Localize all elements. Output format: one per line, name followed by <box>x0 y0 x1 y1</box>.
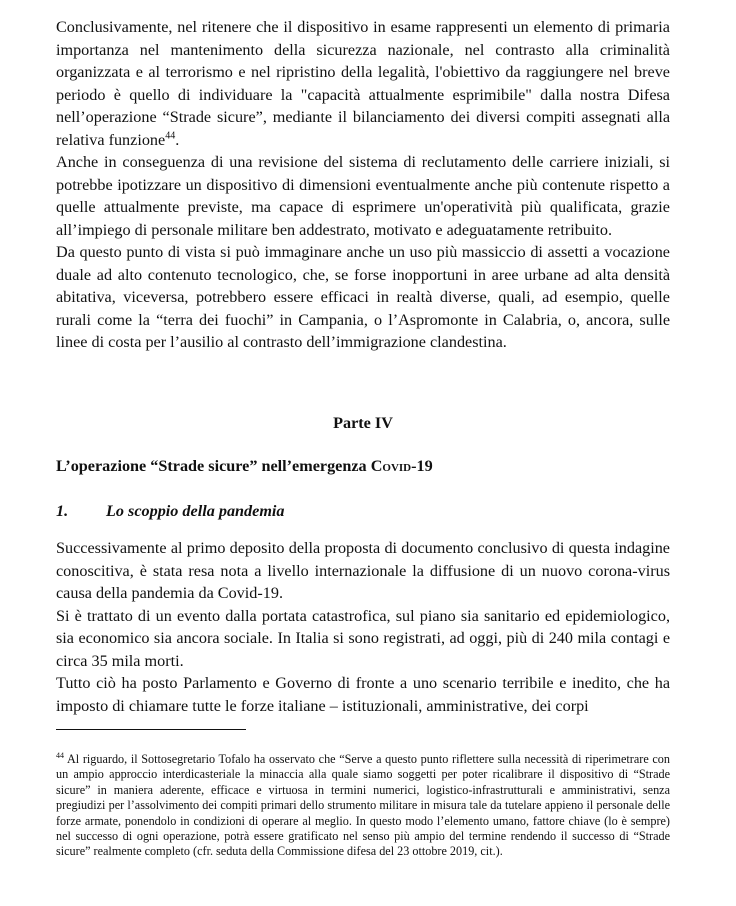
body-text-top <box>56 16 670 354</box>
footnote-mark: 44 <box>56 750 64 760</box>
subsection-number: 1. <box>56 502 69 520</box>
paragraph-dual-assets: Da questo punto di vista si può immaginare anche un uso più massiccio di assetti a vocazione duale ad alto contenuto tecnologico, che, se forse inopportuni in aree urbane ad alta densità abitativa, viceversa, potrebbero essere efficaci in realtà diverse, quali, ad esempio, quelle rurali come la “terra dei fuochi” in Campania, o l’Aspromonte in Calabria, o, ancora, sulle linee di costa per l’ausilio al contrasto dell’immigrazione clandestina. <box>56 243 670 351</box>
footnote-reference[interactable]: 44 <box>165 130 176 142</box>
footnote <box>56 752 670 860</box>
subsection-heading <box>56 502 285 521</box>
paragraph-pandemic-news: Successivamente al primo deposito della proposta di documento conclusivo di questa indagine conoscitiva, è stata resa nota a livello internazionale la diffusione di un nuovo corona-virus causa della pandemia da Covid-19. <box>56 539 670 602</box>
footnote-text: Al riguardo, il Sottosegretario Tofalo ha osservato che “Serve a questo punto riflettere sulla necessità di riperimetrare con un ampio approccio interdicasteriale la minaccia alla quale siamo soggetti per poter ricalibrare il dispositivo di “Strade sicure” in maniera aderente, efficace e virtuosa in termini numerici, logistico-infrastrutturali e amministrativi, senza pregiudizi per l’assolvimento dei compiti primari dello strumento militare in misura tale da tutelare appieno il personale delle forze armate, ponendolo in condizioni di operare al meglio. In questo modo l’elemento umano, fattore chiave (lo è sempre) nel successo di ogni operazione, potrà essere gratificato nel senso più ampio del termine rendendo il successo di “Strade sicure” realmente completo (cfr. seduta della Commissione difesa del 23 ottobre 2019, cit.). <box>56 752 670 859</box>
subsection-title: Lo scoppio della pandemia <box>106 502 285 520</box>
body-text-bottom <box>56 537 670 717</box>
part-heading: Parte IV <box>333 414 393 432</box>
paragraph-recruitment: Anche in conseguenza di una revisione del sistema di reclutamento delle carriere iniziali, si potrebbe ipotizzare un dispositivo di dimensioni eventualmente anche più contenute rispetto a quelle attualmente previste, ma capace di esprimere un'operatività più qualificata, grazie all’impiego di personale militare ben addestrato, motivato e adeguatamente retribuito. <box>56 153 670 239</box>
paragraph-parliament: Tutto ciò ha posto Parlamento e Governo di fronte a uno scenario terribile e inedito, che ha imposto di chiamare tutte le forze italiane – istituzionali, amministrative, dei corpi <box>56 674 670 715</box>
footnote-separator <box>56 729 246 730</box>
section-title: L’operazione “Strade sicure” nell’emergenza Covid-19 <box>56 457 433 475</box>
paragraph-conclusion: Conclusivamente, nel ritenere che il dispositivo in esame rappresenti un elemento di primaria importanza nel mantenimento della sicurezza nazionale, nel contrasto alla criminalità organizzata e al terrorismo e nel ripristino della legalità, l'obiettivo da raggiungere nel breve periodo è quello di individuare la "capacità attualmente esprimibile" dalla nostra Difesa nell’operazione “Strade sicure”, mediante il bilanciamento dei diversi compiti assegnati alla relativa funzione$^{44}$. <box>56 18 670 149</box>
paragraph-catastrophe: Si è trattato di un evento dalla portata catastrofica, sul piano sia sanitario ed epidemiologico, sia economico sia ancora sociale. In Italia si sono registrati, ad oggi, più di 240 mila contagi e circa 35 mila morti. <box>56 606 670 670</box>
